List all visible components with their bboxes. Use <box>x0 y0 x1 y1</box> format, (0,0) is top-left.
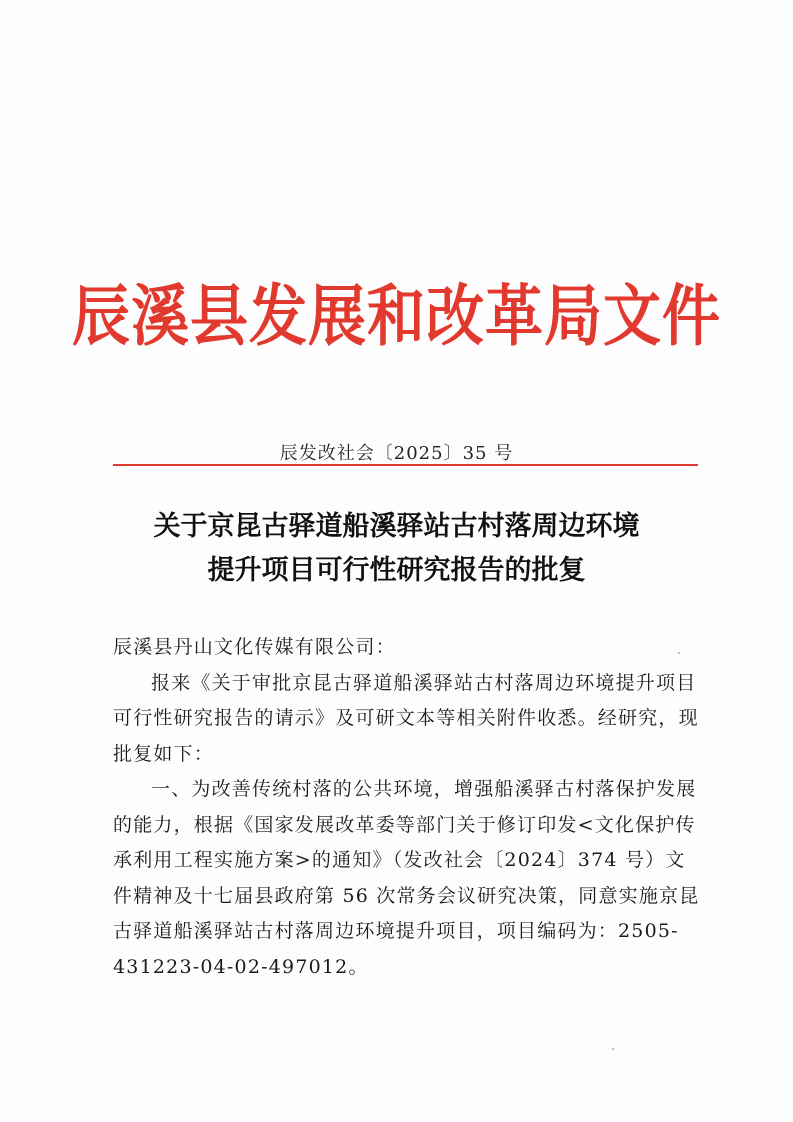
document-body <box>113 630 703 985</box>
document-number: 辰发改社会〔2025〕35 号 <box>279 443 514 464</box>
document-title-line-1: 关于京昆古驿道船溪驿站古村落周边环境 <box>153 511 640 542</box>
body-paragraph-1: 报来《关于审批京昆古驿道船溪驿站古村落周边环境提升项目可行性研究报告的请示》及可研文本等相关附件收悉。经研究，现批复如下： <box>113 671 699 765</box>
recipient-line: 辰溪县丹山文化传媒有限公司： <box>113 636 396 658</box>
body-paragraph-2: 一、为改善传统村落的公共环境，增强船溪驿古村落保护发展的能力，根据《国家发展改革委等部门关于修订印发<文化保护传承利用工程实施方案>的通知》（发改社会〔2024〕374 号）文件精神及十七届县政府第 56 次常务会议研究决策，同意实施京昆古驿道船溪驿站古村落周边环境提升项目，项目编码为：2505-431223-04-02-497012。 <box>113 778 700 978</box>
red-divider-rule <box>113 464 698 466</box>
document-title-line-2: 提升项目可行性研究报告的批复 <box>207 555 586 586</box>
issuer-title: 辰溪县发展和改革局文件 <box>71 276 721 356</box>
scan-speck <box>612 1048 614 1050</box>
scan-speck <box>678 652 680 654</box>
document-title <box>0 505 793 593</box>
